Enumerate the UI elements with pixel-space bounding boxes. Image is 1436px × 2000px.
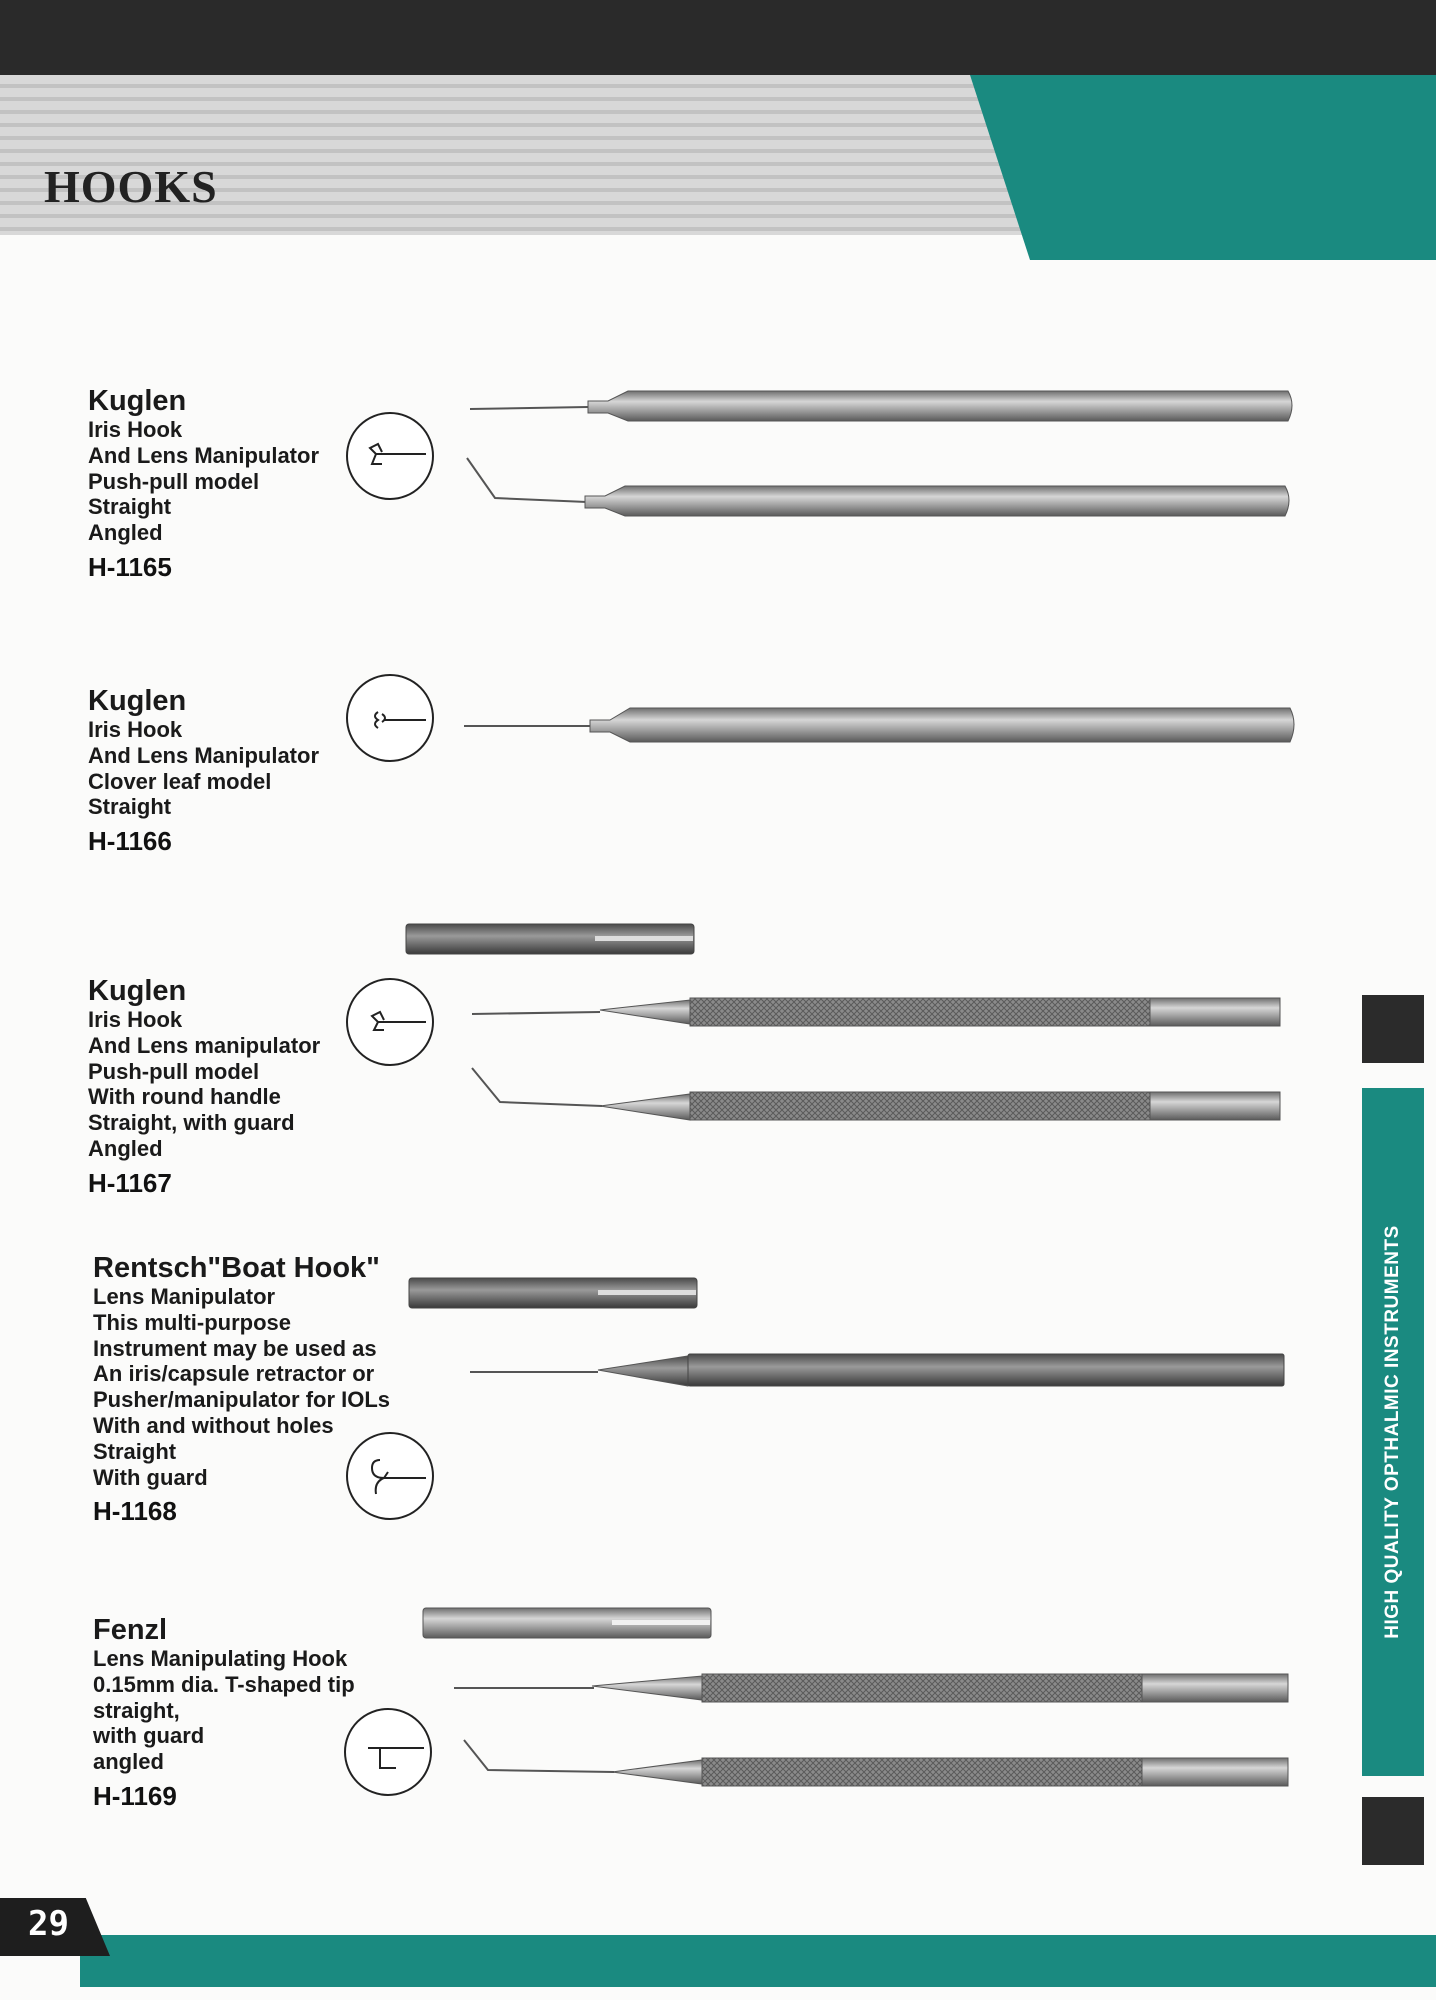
product-h-1165	[88, 385, 319, 582]
product-h-1166	[88, 685, 319, 856]
side-block-bottom	[1362, 1797, 1424, 1865]
instrument-clover-leaf	[462, 702, 1302, 746]
instrument-guard	[405, 922, 697, 958]
product-code: H-1166	[88, 826, 172, 857]
top-bar	[0, 0, 1436, 75]
tip-detail-icon	[346, 1432, 434, 1520]
product-h-1168	[93, 1252, 390, 1526]
instrument-fenzl-angled	[462, 1736, 1298, 1794]
product-description: Lens Manipulating Hook 0.15mm dia. T-shaped tip straight, with guard angled	[93, 1646, 355, 1775]
instrument-straight-hexagonal	[468, 385, 1298, 425]
product-name: Rentsch"Boat Hook"	[93, 1252, 380, 1284]
instrument-round-angled	[470, 1062, 1290, 1128]
tip-detail-icon	[344, 1708, 432, 1796]
product-description: Iris Hook And Lens manipulator Push-pull model With round handle Straight, with guard Angled	[88, 1007, 321, 1161]
product-name: Kuglen	[88, 685, 187, 717]
product-code: H-1168	[93, 1496, 177, 1527]
side-label: HIGH QUALITY OPTHALMIC INSTRUMENTS	[1382, 1225, 1404, 1639]
instrument-guard	[408, 1276, 700, 1312]
instrument-angled-hexagonal	[465, 450, 1295, 525]
product-h-1167	[88, 975, 320, 1198]
footer-stripe	[80, 1935, 1436, 1987]
product-code: H-1169	[93, 1780, 177, 1811]
tip-detail-icon	[346, 674, 434, 762]
page-number: 29	[28, 1904, 69, 1944]
product-description: Iris Hook And Lens Manipulator Clover leaf model Straight	[88, 717, 319, 820]
product-name: Kuglen	[88, 975, 187, 1007]
product-code: H-1165	[88, 551, 172, 582]
product-description: Iris Hook And Lens Manipulator Push-pull model Straight Angled	[88, 417, 319, 546]
tip-detail-icon	[346, 412, 434, 500]
product-code: H-1167	[88, 1167, 172, 1198]
instrument-fenzl-straight	[452, 1666, 1298, 1706]
product-name: Fenzl	[93, 1614, 168, 1646]
page-title: HOOKS	[44, 161, 218, 212]
instrument-round-straight	[470, 990, 1290, 1030]
instrument-boat-hook	[468, 1348, 1292, 1390]
product-description: Lens Manipulator This multi-purpose Instrument may be used as An iris/capsule retractor or Pusher/manipulator for IOLs With and without holes Straight With guard	[93, 1284, 391, 1490]
tip-detail-icon	[346, 978, 434, 1066]
side-block-top	[1362, 995, 1424, 1063]
side-strip	[1362, 1088, 1424, 1776]
instrument-guard	[422, 1606, 714, 1642]
teal-corner-accent	[970, 75, 1436, 260]
product-name: Kuglen	[88, 385, 187, 417]
product-h-1169	[93, 1614, 355, 1811]
